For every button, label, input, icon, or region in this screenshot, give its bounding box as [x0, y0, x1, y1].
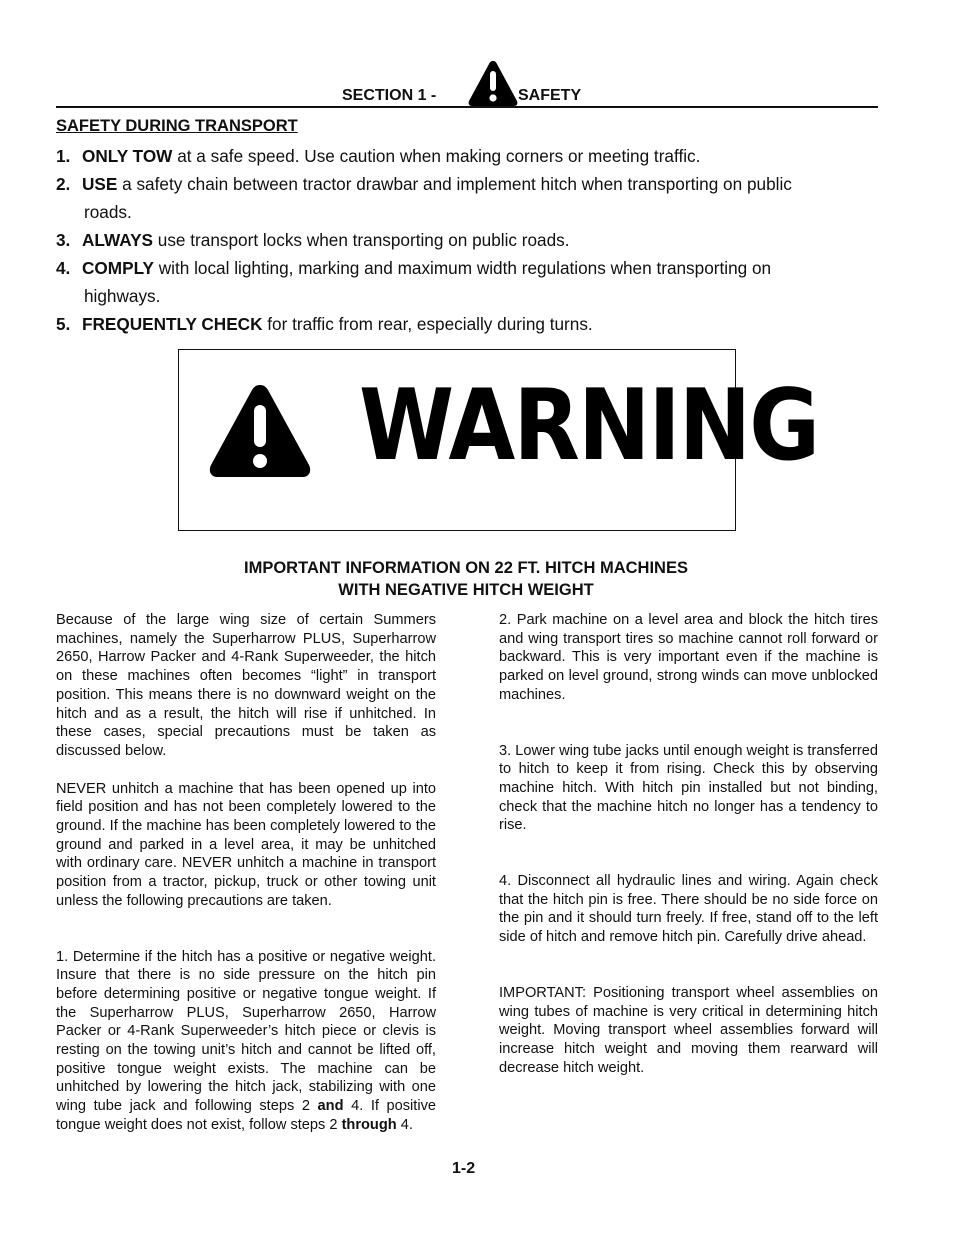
left-column: [56, 611, 436, 1135]
section-title: SAFETY: [518, 87, 582, 104]
list-item: 3. ALWAYS use transport locks when transporting on public roads.: [56, 230, 570, 250]
paragraph: 3. Lower wing tube jacks until enough weight is transferred to hitch to keep it from rising. Check this by observing machine hitch. With hitch pin installed but not binding, check that the machine hitch no longer has a tendency to rise.: [499, 742, 878, 834]
subheading: SAFETY DURING TRANSPORT: [56, 117, 298, 135]
paragraph: 2. Park machine on a level area and block the hitch tires and wing transport tires so machine cannot roll forward or backward. This is very important even if the machine is parked on level ground, strong winds can move unblocked machines.: [499, 612, 878, 703]
list-item: 4. COMPLY with local lighting, marking and maximum width regulations when transporting on highways.: [56, 258, 772, 306]
paragraph: IMPORTANT: Positioning transport wheel assemblies on wing tubes of machine is very critical in determining hitch weight. Moving transport wheel assemblies forward will increase hitch weight and moving them rearward will decrease hitch weight.: [499, 984, 878, 1076]
warning-triangle-icon: [207, 383, 313, 479]
paragraph: 1. Determine if the hitch has a positive or negative weight. Insure that there is no side pressure on the hitch pin before determining positive or negative tongue weight. If the Superharrow PLUS, Superharrow 2650, Harrow Packer or 4-Rank Superweeder’s hitch piece or clevis is resting on the towing unit’s hitch and cannot be lifted off, positive tongue weight exists. The machine can be unhitched by lowering the hitch jack, stabilizing with one wing tube jack and following steps 2 and 4. If positive tongue weight does not exist, follow steps 2 through 4.: [56, 948, 436, 1133]
right-column: [499, 611, 878, 1077]
list-item: 2. USE a safety chain between tractor drawbar and implement hitch when transporting on public roads.: [56, 174, 792, 222]
paragraph: NEVER unhitch a machine that has been opened up into field position and has not been completely lowered to the ground. If the machine has been completely lowered to the ground and parked in a level area, it may be unhitched with ordinary care. NEVER unhitch a machine in transport position from a tractor, pickup, truck or other towing unit unless the following precautions are taken.: [56, 780, 436, 909]
list-item: 1. ONLY TOW at a safe speed. Use caution when making corners or meeting traffic.: [56, 146, 701, 166]
list-item: 5. FREQUENTLY CHECK for traffic from rear, especially during turns.: [56, 314, 593, 334]
section-label: SECTION 1 -: [342, 87, 437, 104]
paragraph: Because of the large wing size of certain Summers machines, namely the Superharrow PLUS, Superharrow 2650, Harrow Packer and 4-Rank Superweeder, the hitch on these machines often becomes “light” in transport position. This means there is no downward weight on the hitch and as a result, the hitch will rise if unhitched. In these cases, special precautions must be taken as discussed below.: [56, 612, 436, 759]
section-header: [56, 58, 878, 108]
warning-triangle-icon: [467, 59, 519, 107]
paragraph: 4. Disconnect all hydraulic lines and wiring. Again check that the hitch pin is free. There should be no side force on the pin and it should turn freely. If free, stand off to the left side of hitch and remove hitch pin. Carefully drive ahead.: [499, 873, 878, 946]
header-rule: [56, 106, 878, 108]
warning-word: WARNING: [359, 369, 819, 483]
important-heading: IMPORTANT INFORMATION ON 22 FT. HITCH MACHINES WITH NEGATIVE HITCH WEIGHT: [244, 559, 688, 599]
warning-box: [178, 349, 819, 531]
page-number: 1-2: [452, 1160, 476, 1177]
